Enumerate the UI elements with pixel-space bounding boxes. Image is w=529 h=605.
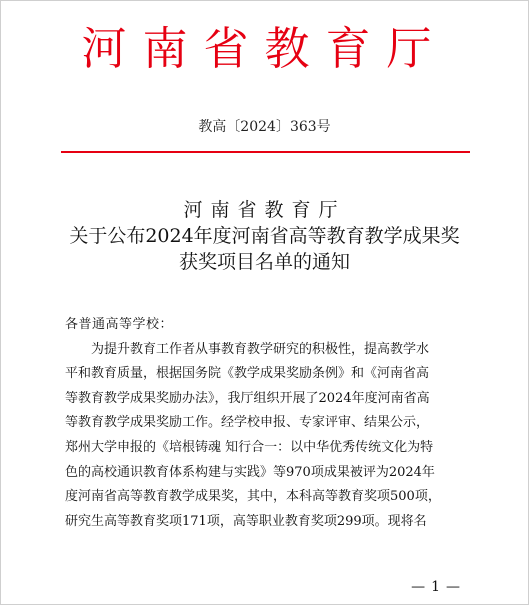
salutation: 各普通高等学校： xyxy=(65,317,174,332)
body-line: 度河南省高等教育教学成果奖，其中，本科高等教育奖项500项， xyxy=(65,489,441,505)
body-line: 等教育教学成果奖励工作。经学校申报、专家评审、结果公示， xyxy=(65,415,430,431)
notice-title xyxy=(41,197,488,275)
body-line: 郑州大学申报的《培根铸魂 知行合一：以中华优秀传统文化为特 xyxy=(65,439,434,455)
document-number: 教高〔2024〕363号 xyxy=(198,119,331,135)
title-line-issuer: 河南省教育厅 xyxy=(183,199,346,221)
body-line: 为提升教育工作者从事教育教学研究的积极性，提高教学水 xyxy=(65,341,430,357)
title-line-subject-cont: 获奖项目名单的通知 xyxy=(178,251,350,273)
body-line: 平和教育质量，根据国务院《教学成果奖励条例》和《河南省高 xyxy=(65,366,430,382)
body-line: 等教育教学成果奖励办法》，我厅组织开展了2024年度河南省高 xyxy=(65,390,430,406)
body-line: 色的高校通识教育体系构建与实践》等970项成果被评为2024年 xyxy=(65,464,435,480)
masthead-title: 河南省教育厅 xyxy=(81,22,448,75)
body-line: 研究生高等教育奖项171项，高等职业教育奖项299项。现将名 xyxy=(65,513,427,529)
red-divider-line xyxy=(61,151,470,153)
page-number: —1— xyxy=(411,579,466,595)
notice-body xyxy=(65,313,475,534)
title-line-subject: 关于公布2024年度河南省高等教育教学成果奖 xyxy=(69,225,460,247)
